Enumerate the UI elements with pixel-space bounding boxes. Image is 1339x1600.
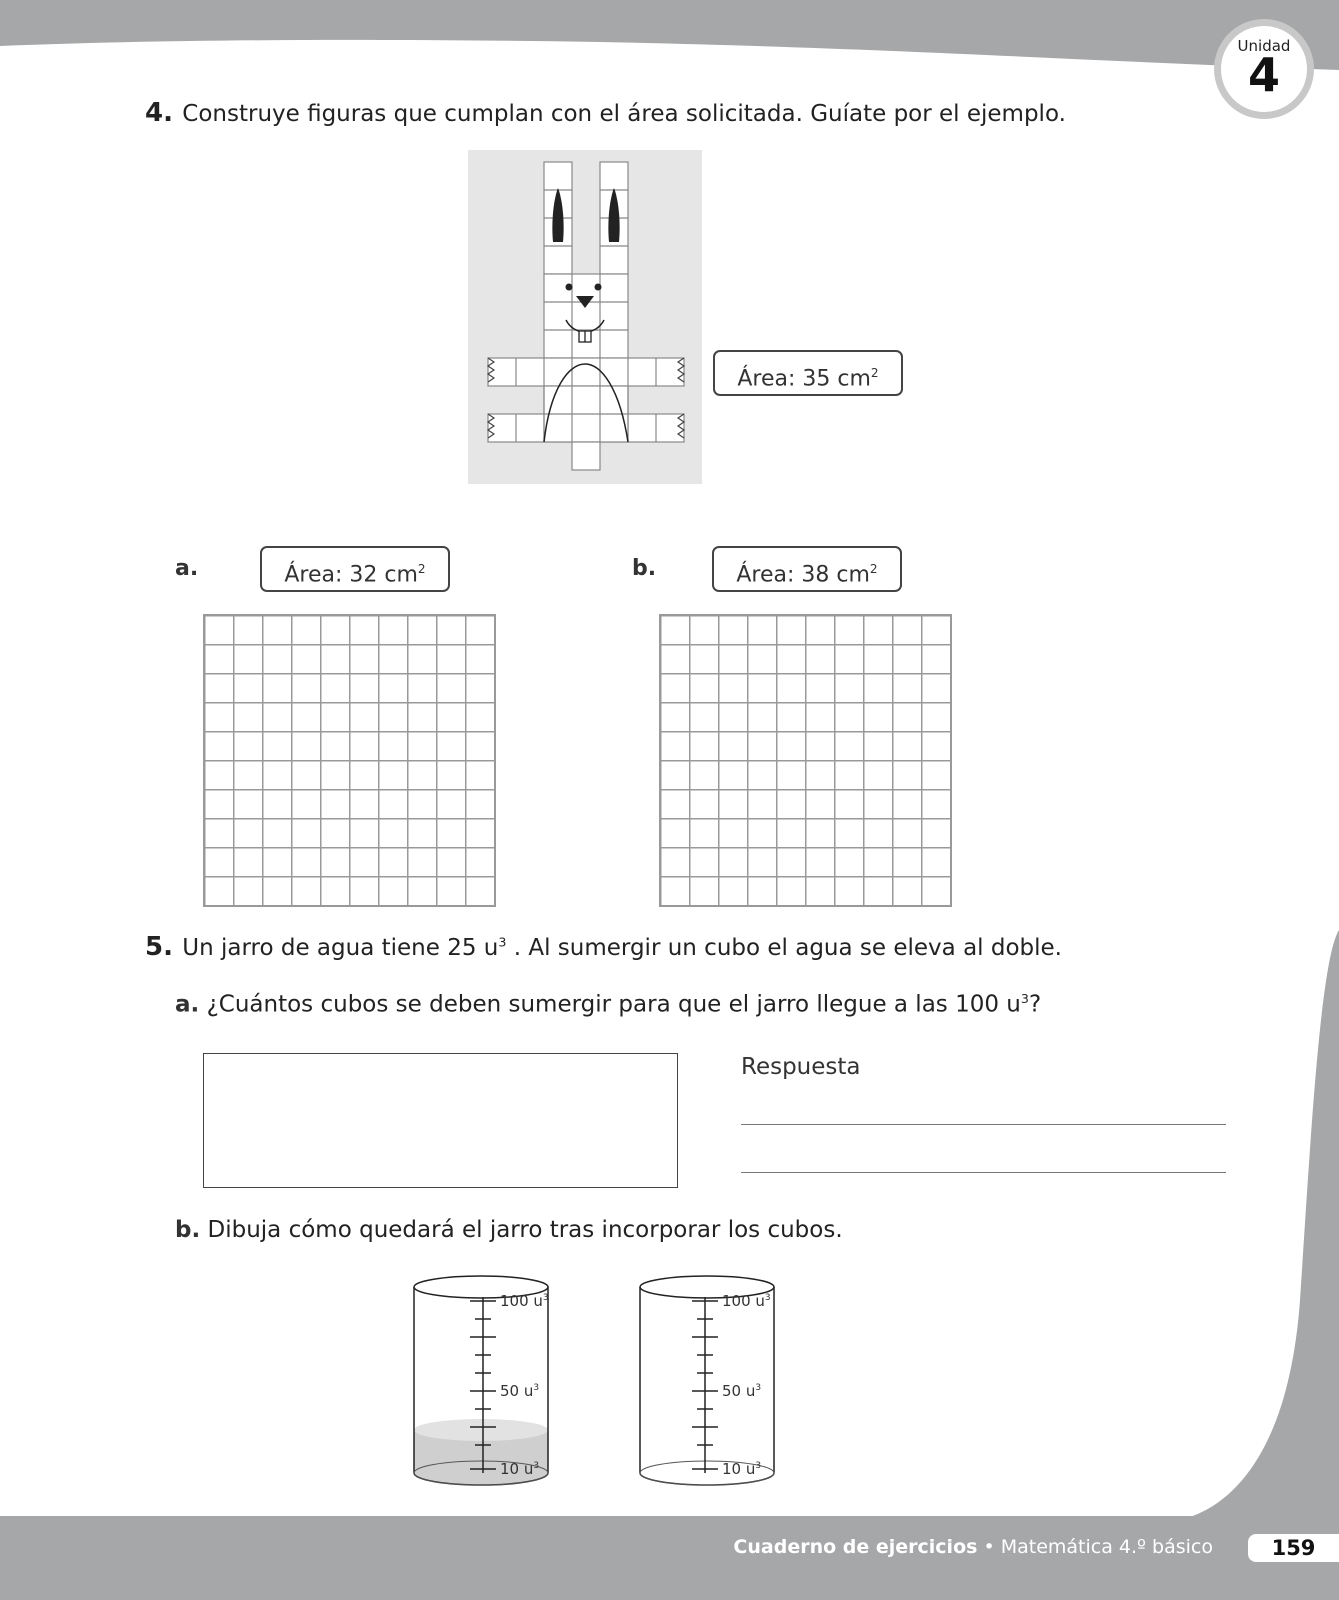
page-number: 159 [1248,1534,1339,1562]
question-5a-text-pre: ¿Cuántos cubos se deben sumergir para que el jarro llegue a las 100 u [206,991,1021,1018]
question-5b-label: b. [175,1217,201,1243]
question-5a-text-exponent: 3 [1020,991,1029,1006]
answer-label: Respuesta [741,1054,861,1080]
jar-to-draw[interactable] [636,1275,786,1495]
drawing-grid-a[interactable] [203,614,496,907]
question-4-title [145,98,1066,128]
question-4b-label: b. [632,556,657,581]
question-5-text-pre: Un jarro de agua tiene 25 u [182,935,499,961]
footer-subject: Matemática 4.º básico [1000,1536,1213,1558]
answer-line-1[interactable] [741,1124,1226,1125]
example-area-exponent: 2 [870,366,879,380]
example-rabbit-figure [468,150,702,484]
footer-band [0,1516,1339,1600]
question-5-number: 5. [145,932,173,962]
question-5-title [145,932,1062,962]
area-b-text: Área: 38 cm [736,562,870,588]
jar1-mark-50: 50 $u^3$ [500,1382,540,1400]
area-a-exponent: 2 [417,562,426,576]
footer-book: Cuaderno de ejercicios [733,1536,978,1558]
footer-text [733,1536,1213,1558]
question-5a-text-post: ? [1028,991,1042,1018]
area-b-exponent: 2 [869,562,878,576]
jar-with-water [410,1275,560,1495]
jar2-mark-50: 50 $u^3$ [722,1382,762,1400]
question-5a [175,991,1041,1018]
work-box-5a[interactable] [203,1053,678,1188]
area-a-text: Área: 32 cm [284,562,418,588]
question-5b-text: Dibuja cómo quedará el jarro tras incorporar los cubos. [207,1217,843,1243]
example-area-text: Área: 35 cm [737,366,871,392]
example-area-box [713,350,903,396]
top-band [0,0,1339,70]
area-box-b [712,546,902,592]
question-4-text: Construye figuras que cumplan con el área solicitada. Guíate por el ejemplo. [182,101,1066,127]
question-4-number: 4. [145,98,173,128]
unit-badge-label: Unidad [1237,37,1291,55]
question-5b [175,1217,843,1243]
question-5-text-post: . Al sumergir un cubo el agua se eleva al doble. [506,935,1062,961]
jar2-mark-10: 10 $u^3$ [722,1460,762,1478]
unit-badge-number: 4 [1247,48,1280,102]
question-5-text-exponent: 3 [498,934,507,950]
jar1-mark-100: 100 $u^3$ [500,1292,549,1310]
right-curve [1190,930,1339,1517]
jar1-mark-10: 10 $u^3$ [500,1460,540,1478]
footer-separator: • [977,1536,1001,1558]
drawing-grid-b[interactable] [659,614,952,907]
unit-badge [1214,19,1314,119]
question-4a-label: a. [175,556,199,581]
question-5a-label: a. [175,991,200,1018]
area-box-a [260,546,450,592]
jar2-mark-100: 100 $u^3$ [722,1292,771,1310]
answer-line-2[interactable] [741,1172,1226,1173]
